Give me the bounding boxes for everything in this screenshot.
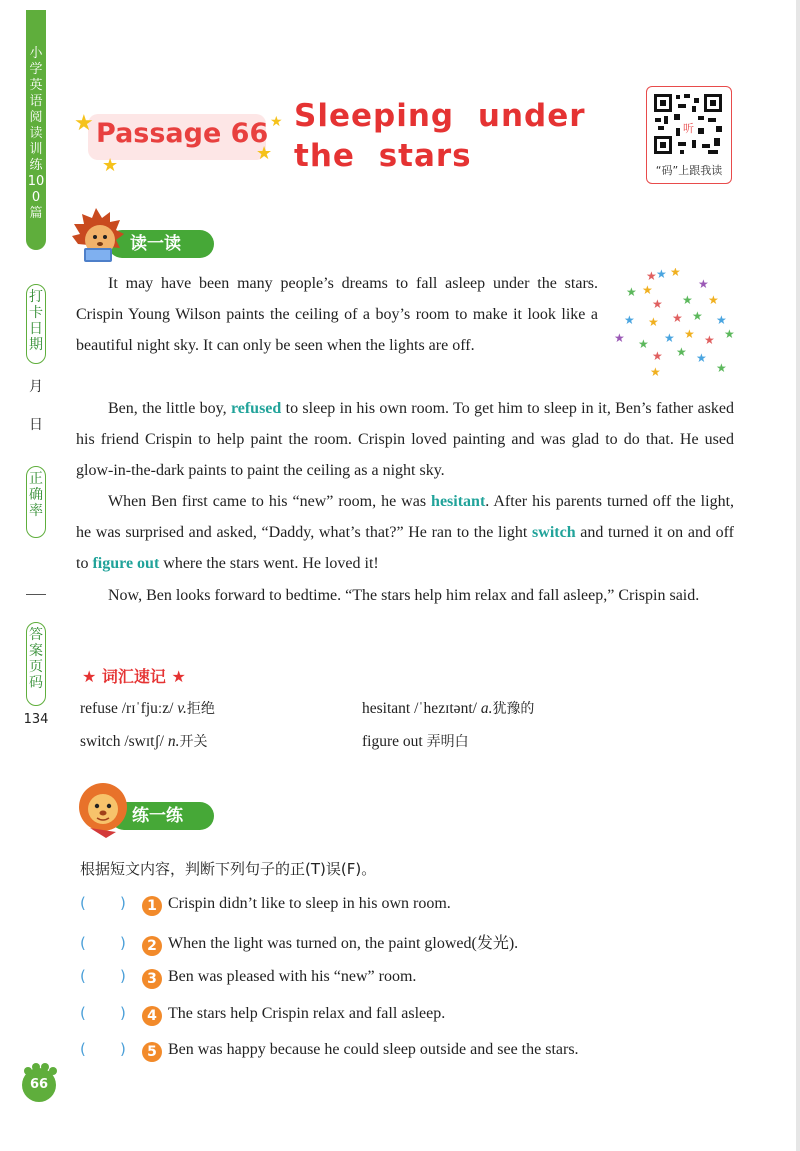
qr-listen-label: 听	[683, 122, 694, 135]
accuracy-label	[26, 466, 46, 538]
answer-paren-close[interactable]: )	[120, 894, 126, 912]
question-row-4	[80, 1004, 445, 1028]
star-icon: ★	[102, 155, 119, 175]
answer-paren-open[interactable]: (	[80, 894, 86, 912]
paragraph-text: where the stars went. He loved it!	[159, 555, 379, 572]
svg-text:★: ★	[638, 337, 649, 351]
vocab-phonetic: /swɪtʃ/	[124, 733, 164, 750]
svg-text:★: ★	[692, 309, 703, 323]
star-icon: ★	[74, 110, 94, 135]
question-number-badge: 2	[142, 936, 162, 956]
vocab-meaning: 开关	[179, 734, 208, 750]
vocab-word: switch	[80, 733, 121, 750]
answer-paren-close[interactable]: )	[120, 967, 126, 985]
svg-text:★: ★	[684, 327, 695, 341]
svg-text:★: ★	[724, 327, 735, 341]
vocab-meaning: 犹豫的	[492, 701, 535, 717]
svg-text:★: ★	[698, 277, 709, 291]
sidebar-book-title	[26, 10, 46, 250]
question-number-badge: 5	[142, 1042, 162, 1062]
vocab-pos: a.	[480, 700, 493, 717]
vocab-word: figure out	[362, 733, 423, 750]
answer-paren-close[interactable]: )	[120, 934, 126, 952]
svg-text:★: ★	[708, 293, 719, 307]
accuracy-blank-line	[26, 594, 46, 595]
svg-text:★: ★	[716, 361, 727, 375]
svg-text:★: ★	[696, 351, 707, 365]
vocab-meaning: 弄明白	[426, 734, 469, 750]
paragraph-text: to sleep in his own room. To get him to sleep in it, Ben’s father asked his friend Crispin to help paint the room. Crispin loved painting and was glad to do that. He used glow-in-the-dark paints to paint the ceiling as a night sky.	[76, 400, 735, 479]
day-label: 日	[29, 417, 43, 433]
paw-icon	[20, 1062, 60, 1076]
answer-paren-open[interactable]: (	[80, 1004, 86, 1022]
answer-page-label	[26, 622, 46, 706]
paragraph-text: When Ben first came to his “new” room, he was	[108, 493, 432, 510]
read-section-label: 读一读	[130, 234, 181, 254]
answer-paren-open[interactable]: (	[80, 1040, 86, 1058]
svg-text:★: ★	[676, 345, 687, 359]
svg-text:★: ★	[648, 315, 659, 329]
question-number-badge: 4	[142, 1006, 162, 1026]
question-text: When the light was turned on, the paint glowed(发光).	[168, 935, 519, 952]
checkin-label-text: 打卡日期	[29, 289, 43, 353]
passage-label: Passage 66	[96, 118, 269, 149]
question-number-badge: 3	[142, 969, 162, 989]
svg-text:★: ★	[624, 313, 635, 327]
question-text: Ben was pleased with his “new” room.	[168, 968, 417, 985]
vocab-phonetic: /ˈhezɪtənt/	[414, 700, 477, 717]
question-number-badge: 1	[142, 896, 162, 916]
answer-paren-open[interactable]: (	[80, 967, 86, 985]
svg-text:★: ★	[716, 313, 727, 327]
svg-text:★: ★	[614, 331, 625, 345]
lion-icon	[76, 780, 130, 840]
answer-paren-close[interactable]: )	[120, 1004, 126, 1022]
vocab-item-refuse	[80, 698, 215, 718]
question-row-5	[80, 1040, 579, 1064]
passage-paragraph-3	[76, 486, 734, 579]
svg-text:★: ★	[652, 349, 663, 363]
vocab-title: ★ 词汇速记 ★	[82, 667, 186, 686]
svg-text:★: ★	[626, 285, 637, 299]
vocab-word: refuse	[80, 700, 118, 717]
passage-paragraph-2	[76, 393, 734, 486]
exercise-instruction: 根据短文内容，判断下列句子的正(T)误(F)。	[80, 860, 377, 878]
accuracy-label-text: 正确率	[29, 471, 43, 519]
question-row-1	[80, 894, 451, 918]
paragraph-text: . After his parents turned off the light, he was surprised and asked, “Daddy, what’s that?” He ran to the light	[76, 493, 735, 541]
keyword-switch: switch	[532, 524, 576, 541]
paragraph-text: Ben, the little boy,	[108, 400, 231, 417]
question-row-3	[80, 967, 416, 991]
answer-paren-close[interactable]: )	[120, 1040, 126, 1058]
question-text: The stars help Crispin relax and fall asleep.	[168, 1005, 446, 1022]
page-title: Sleeping under the stars	[294, 98, 586, 174]
page-number: 66	[22, 1068, 56, 1102]
vocab-meaning: 拒绝	[186, 701, 215, 717]
svg-text:★: ★	[650, 365, 661, 379]
svg-text:★: ★	[652, 297, 663, 311]
vocab-item-hesitant	[362, 698, 534, 718]
svg-text:★: ★	[646, 269, 657, 283]
svg-text:★: ★	[664, 331, 675, 345]
svg-text:★: ★	[642, 283, 653, 297]
keyword-figure-out: figure out	[92, 555, 160, 572]
month-label: 月	[29, 379, 43, 395]
svg-text:★: ★	[682, 293, 693, 307]
page-edge	[796, 0, 800, 1151]
passage-paragraph-1: It may have been many people’s dreams to fall asleep under the stars. Crispin Young Wilson paints the ceiling of a boy’s room to make it look like a beautiful night sky. It can only be seen when the lights are off.	[76, 275, 598, 354]
vocab-phonetic: /rɪˈfjuːz/	[121, 700, 174, 717]
hedgehog-reading-icon	[70, 206, 126, 266]
svg-text:★: ★	[672, 311, 683, 325]
practice-section-label: 练一练	[132, 806, 183, 826]
keyword-refused: refused	[230, 400, 282, 417]
question-text: Crispin didn’t like to sleep in his own room.	[168, 895, 451, 912]
svg-text:★: ★	[704, 333, 715, 347]
checkin-label	[26, 284, 46, 364]
answer-label-text: 答案页码	[29, 627, 43, 691]
answer-page-number: 134	[23, 712, 49, 727]
vocab-item-switch	[80, 731, 207, 751]
passage-paragraph-4: Now, Ben looks forward to bedtime. “The stars help him relax and fall asleep,” Crispin said.	[108, 587, 700, 604]
vocab-item-figure-out	[362, 731, 469, 751]
keyword-hesitant: hesitant	[431, 493, 486, 510]
question-row-2	[80, 930, 518, 954]
answer-paren-open[interactable]: (	[80, 934, 86, 952]
vocab-word: hesitant	[362, 700, 411, 717]
question-text: Ben was happy because he could sleep outside and see the stars.	[168, 1041, 579, 1058]
qr-caption: “码”上跟我读	[655, 164, 723, 177]
star-icon: ★	[256, 143, 273, 163]
book-title-text: 小学英语阅读训练100篇	[27, 46, 45, 221]
star-icon: ★	[270, 115, 283, 130]
paragraph-text: and turned it on and off to	[76, 524, 734, 572]
svg-text:★: ★	[656, 268, 667, 281]
stars-illustration	[612, 268, 740, 380]
vocab-pos: v.	[177, 700, 187, 717]
vocab-pos: n.	[167, 733, 180, 750]
svg-text:★: ★	[670, 268, 681, 279]
